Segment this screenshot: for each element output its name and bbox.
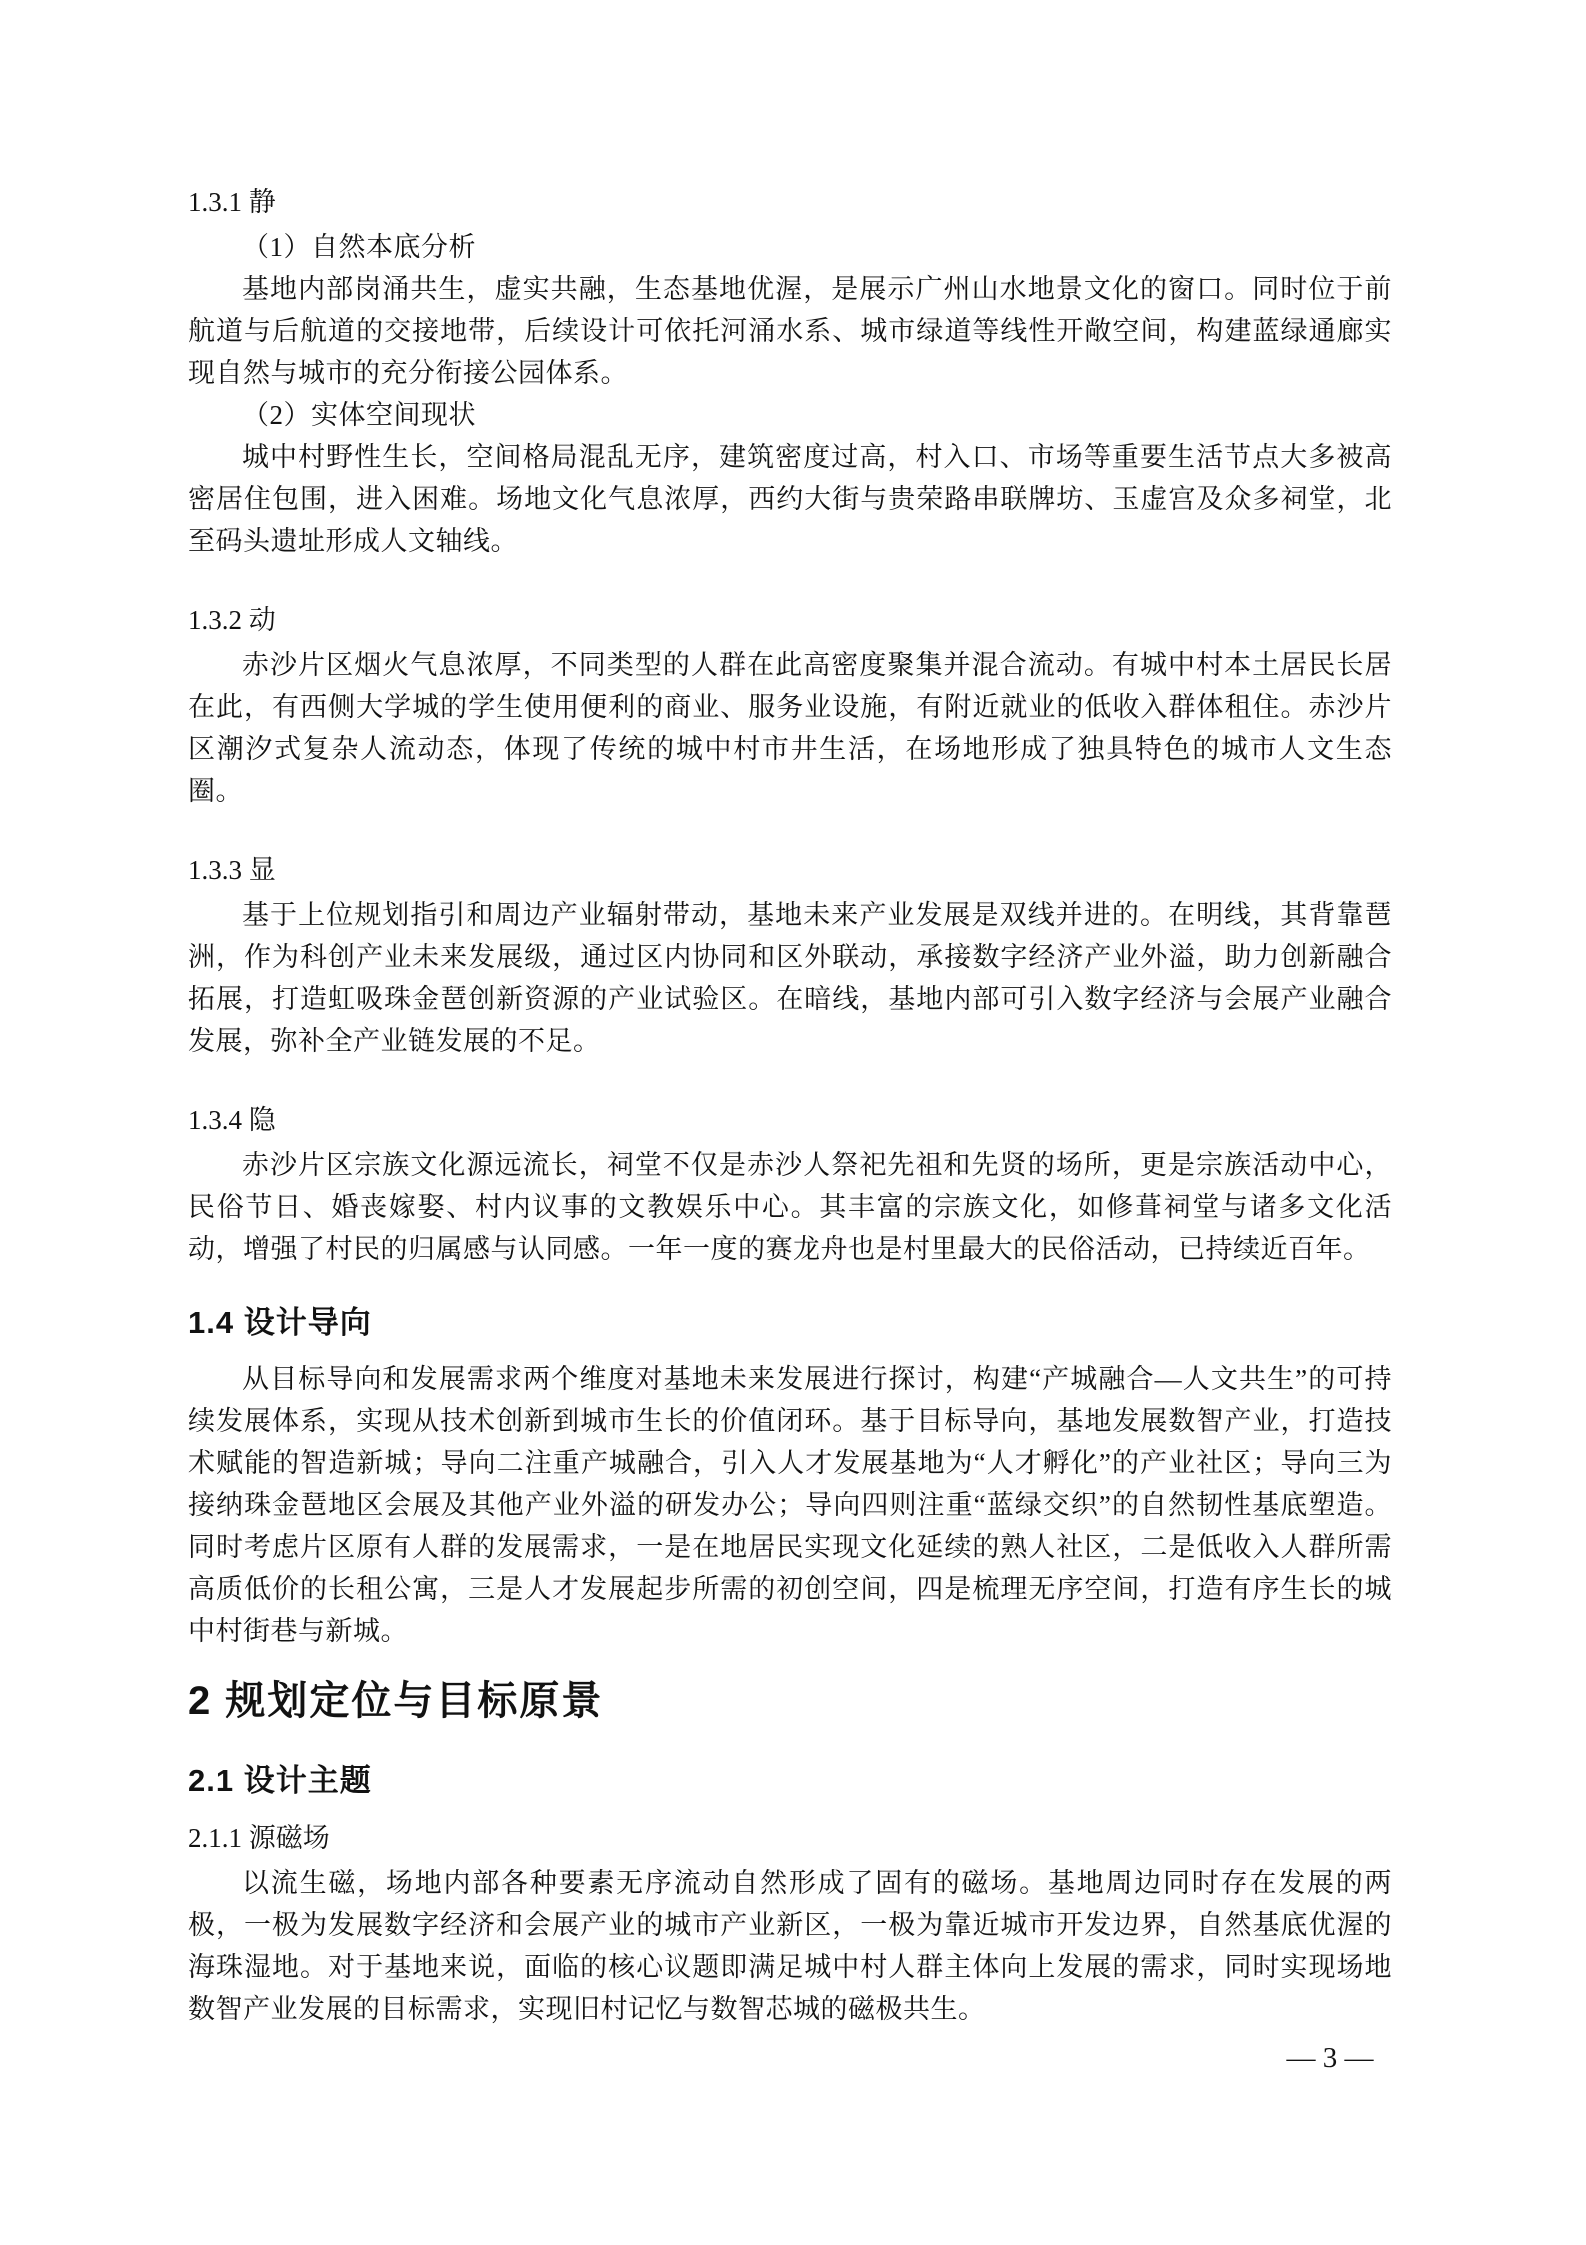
- paragraph-clan-culture: 赤沙片区宗族文化源远流长，祠堂不仅是赤沙人祭祀先祖和先贤的场所，更是宗族活动中心，民俗节日、婚丧嫁娶、村内议事的文教娱乐中心。其丰富的宗族文化，如修葺祠堂与诸多文化活动，增强了村民的归属感与认同感。一年一度的赛龙舟也是村里最大的民俗活动，已持续近百年。: [188, 1150, 1392, 1264]
- paragraph-physical-space: 城中村野性生长，空间格局混乱无序，建筑密度过高，村入口、市场等重要生活节点大多被高密居住包围，进入困难。场地文化气息浓厚，西约大街与贵荣路串联牌坊、玉虚宫及众多祠堂，北至码头遗址形成人文轴线。: [188, 442, 1392, 556]
- section-heading-2-1: 2.1 设计主题: [188, 1763, 372, 1798]
- page-number: — 3 —: [1286, 2042, 1374, 2074]
- section-heading-1-3-1: 1.3.1 静: [188, 187, 276, 217]
- section-heading-1-3-3: 1.3.3 显: [188, 855, 276, 885]
- list-item-natural-base-analysis: （1）自然本底分析: [242, 232, 476, 262]
- section-heading-1-3-4: 1.3.4 隐: [188, 1105, 276, 1135]
- section-heading-2-1-1: 2.1.1 源磁场: [188, 1823, 330, 1853]
- section-heading-1-3-2: 1.3.2 动: [188, 605, 276, 635]
- paragraph-design-orientation: 从目标导向和发展需求两个维度对基地未来发展进行探讨，构建“产城融合—人文共生”的可持续发展体系，实现从技术创新到城市生长的价值闭环。基于目标导向，基地发展数智产业，打造技术赋能的智造新城；导向二注重产城融合，引入人才发展基地为“人才孵化”的产业社区；导向三为接纳珠金琶地区会展及其他产业外溢的研发办公；导向四则注重“蓝绿交织”的自然韧性基底塑造。同时考虑片区原有人群的发展需求，一是在地居民实现文化延续的熟人社区，二是低收入人群所需高质低价的长租公寓，三是人才发展起步所需的初创空间，四是梳理无序空间，打造有序生长的城中村街巷与新城。: [188, 1364, 1392, 1646]
- paragraph-crowd-flow: 赤沙片区烟火气息浓厚，不同类型的人群在此高密度聚集并混合流动。有城中村本土居民长居在此，有西侧大学城的学生使用便利的商业、服务业设施，有附近就业的低收入群体租住。赤沙片区潮汐式复杂人流动态，体现了传统的城中村市井生活，在场地形成了独具特色的城市人文生态圈。: [188, 650, 1392, 806]
- section-heading-1-4: 1.4 设计导向: [188, 1305, 372, 1340]
- paragraph-industry-development: 基于上位规划指引和周边产业辐射带动，基地未来产业发展是双线并进的。在明线，其背靠琶洲，作为科创产业未来发展级，通过区内协同和区外联动，承接数字经济产业外溢，助力创新融合拓展，打造虹吸珠金琶创新资源的产业试验区。在暗线，基地内部可引入数字经济与会展产业融合发展，弥补全产业链发展的不足。: [188, 900, 1392, 1056]
- chapter-heading-2: 2 规划定位与目标原景: [188, 1679, 604, 1723]
- document-content: [188, 180, 1392, 2030]
- paragraph-source-magnetic-field: 以流生磁，场地内部各种要素无序流动自然形成了固有的磁场。基地周边同时存在发展的两极，一极为发展数字经济和会展产业的城市产业新区，一极为靠近城市开发边界，自然基底优渥的海珠湿地。对于基地来说，面临的核心议题即满足城中村人群主体向上发展的需求，同时实现场地数智产业发展的目标需求，实现旧村记忆与数智芯城的磁极共生。: [188, 1868, 1392, 2024]
- paragraph-natural-base: 基地内部岗涌共生，虚实共融，生态基地优渥，是展示广州山水地景文化的窗口。同时位于前航道与后航道的交接地带，后续设计可依托河涌水系、城市绿道等线性开敞空间，构建蓝绿通廊实现自然与城市的充分衔接公园体系。: [188, 274, 1392, 388]
- list-item-physical-space-status: （2）实体空间现状: [242, 400, 476, 430]
